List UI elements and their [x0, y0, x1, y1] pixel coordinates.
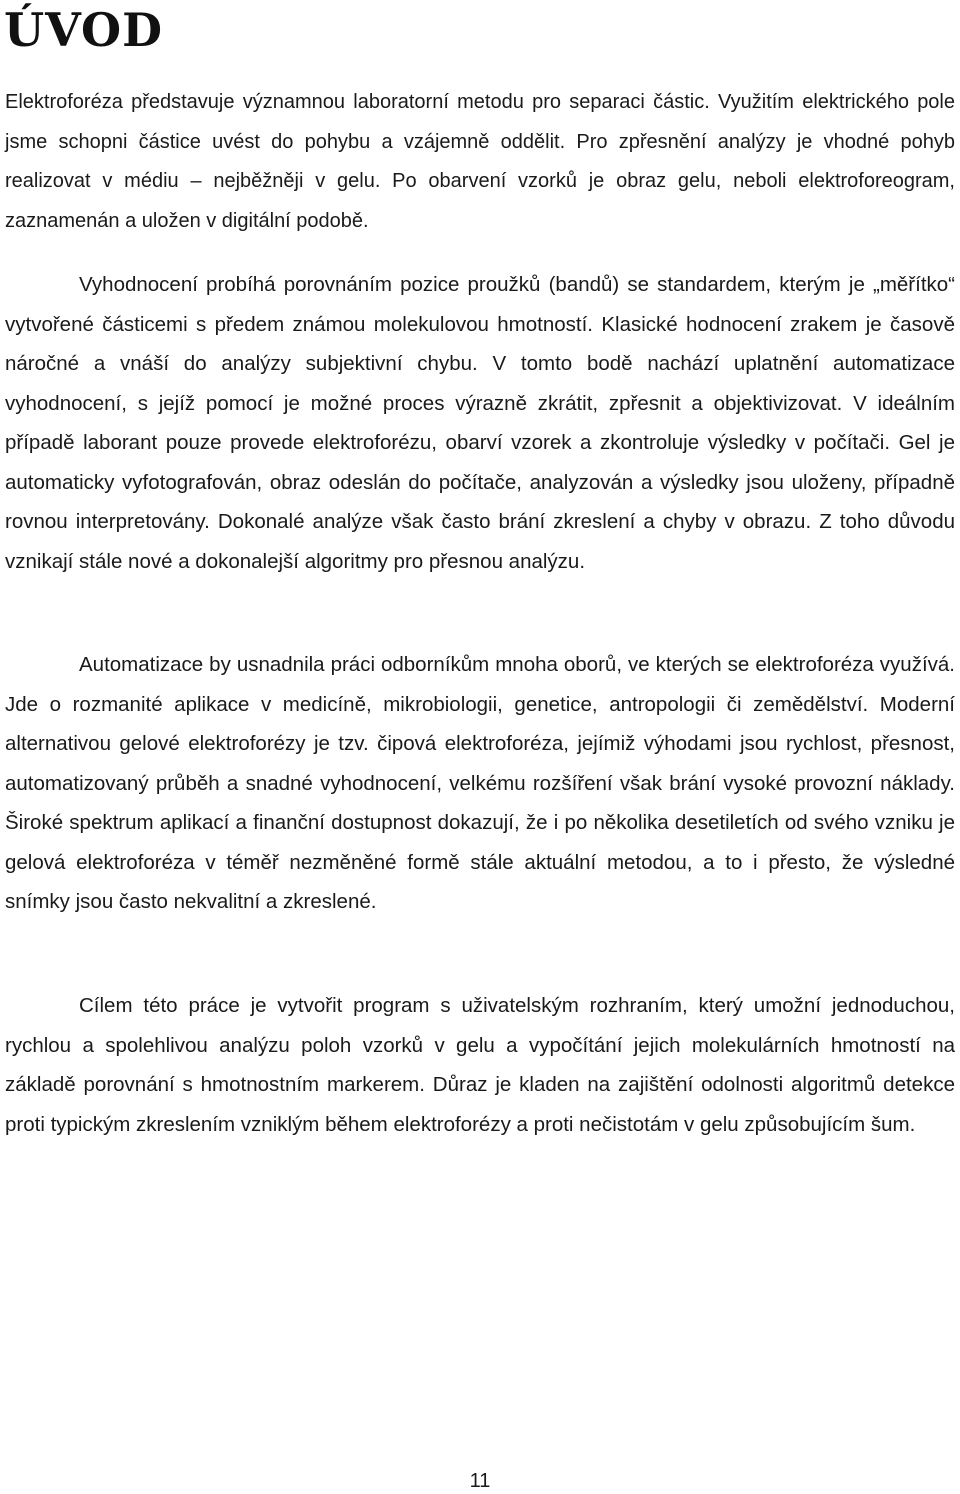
paragraph-applications: Automatizace by usnadnila práci odborníkům mnoha oborů, ve kterých se elektroforéza využívá. Jde o rozmanité aplikace v medicíně, mikrobiologii, genetice, antropologii či zemědělství. Moderní alternativou gelové elektroforézy je tzv. čipová elektroforéza, jejímiž výhodami jsou rychlost, přesnost, automatizovaný průběh a snadné vyhodnocení, velkému rozšíření však brání vysoké provozní náklady. Široké spektrum aplikací a finanční dostupnost dokazují, že i po několika desetiletích od svého vzniku je gelová elektroforéza v téměř nezměněné formě stále aktuální metodou, a to i přesto, že výsledné snímky jsou často nekvalitní a zkreslené.: [5, 653, 955, 913]
paragraph-goal: Cílem této práce je vytvořit program s uživatelským rozhraním, který umožní jednoduchou, rychlou a spolehlivou analýzu poloh vzorků v gelu a vypočítání jejich molekulárních hmotností na základě porovnání s hmotnostním markerem. Důraz je kladen na zajištění odolnosti algoritmů detekce proti typickým zkreslením vzniklým během elektroforézy a proti nečistotám v gelu způsobujícím šum.: [5, 994, 955, 1136]
chapter-heading: ÚVOD: [4, 3, 163, 57]
page-number: 11: [469, 1470, 491, 1492]
paragraph-intro: Elektroforéza představuje významnou laboratorní metodu pro separaci částic. Využitím elektrického pole jsme schopni částice uvést do pohybu a vzájemně oddělit. Pro zpřesnění analýzy je vhodné pohyb realizovat v médiu – nejběžněji v gelu. Po obarvení vzorků je obraz gelu, neboli elektroforeogram, zaznamenán a uložen v digitální podobě.: [5, 91, 955, 232]
paragraph-evaluation: Vyhodnocení probíhá porovnáním pozice proužků (bandů) se standardem, kterým je „měřítko“ vytvořené částicemi s předem známou molekulovou hmotností. Klasické hodnocení zrakem je časově náročné a vnáší do analýzy subjektivní chybu. V tomto bodě nachází uplatnění automatizace vyhodnocení, s jejíž pomocí je možné proces výrazně zkrátit, zpřesnit a objektivizovat. V ideálním případě laborant pouze provede elektroforézu, obarví vzorek a zkontroluje výsledky v počítači. Gel je automaticky vyfotografován, obraz odeslán do počítače, analyzován a výsledky jsou uloženy, případně rovnou interpretovány. Dokonalé analýze však často brání zkreslení a chyby v obrazu. Z toho důvodu vznikají stále nové a dokonalejší algoritmy pro přesnou analýzu.: [5, 273, 955, 573]
